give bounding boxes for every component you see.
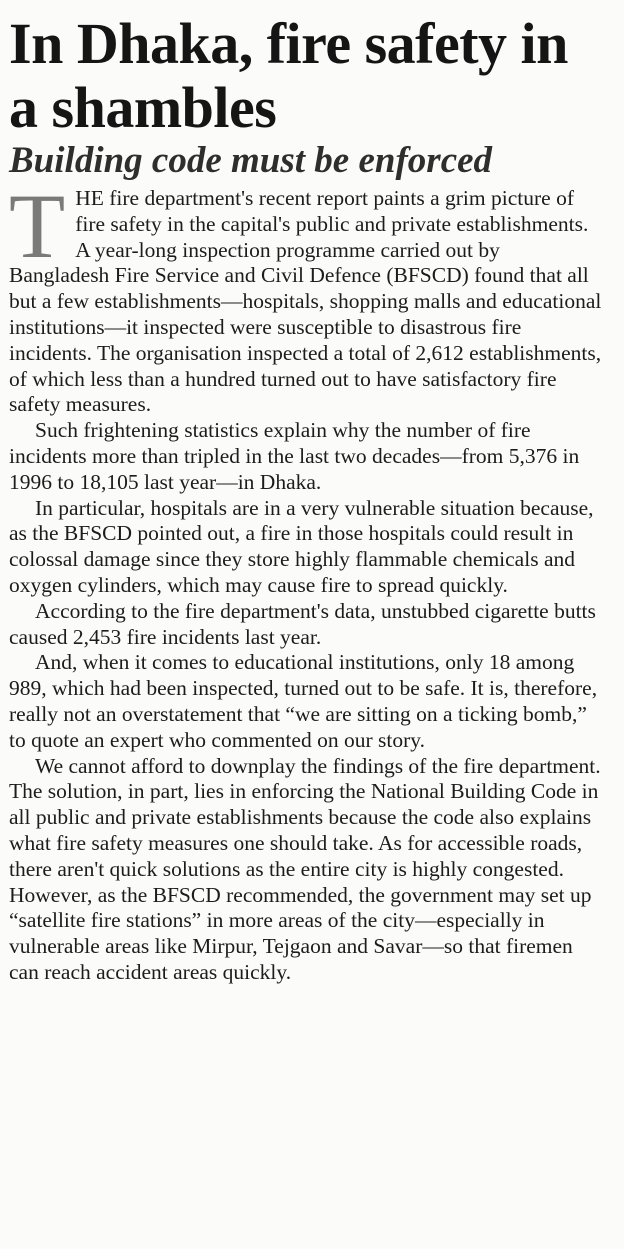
- paragraph-6: We cannot afford to downplay the findings of the fire department. The solution, in part, lies in enforcing the National Building Code in all public and private establishments because the code also explains what fire safety measures one should take. As for accessible roads, there aren't quick solutions as the entire city is highly congested. However, as the BFSCD recommended, the government may set up “satellite fire stations” in more areas of the city—especially in vulnerable areas like Mirpur, Tejgaon and Savar—so that firemen can reach accident areas quickly.: [9, 753, 601, 984]
- paragraph-3: In particular, hospitals are in a very vulnerable situation because, as the BFSCD pointed out, a fire in those hospitals could result in colossal damage since they store highly flammable chemicals and oxygen cylinders, which may cause fire to spread quickly.: [9, 495, 594, 597]
- article-body: [9, 175, 602, 986]
- paragraph-2: Such frightening statistics explain why the number of fire incidents more than tripled in the last two decades—from 5,376 in 1996 to 18,105 last year—in Dhaka.: [9, 418, 580, 494]
- paragraph-5: And, when it comes to educational institutions, only 18 among 989, which had been inspected, turned out to be safe. It is, therefore, really not an overstatement that “we are sitting on a ticking bomb,” to quote an expert who commented on our story.: [9, 650, 598, 752]
- drop-cap: T: [9, 175, 66, 277]
- subheadline: Building code must be enforced: [9, 140, 493, 181]
- paragraph-1: [9, 175, 602, 418]
- headline: In Dhaka, fire safety in a shambles: [9, 11, 568, 140]
- paragraph-4: According to the fire department's data, unstubbed cigarette butts caused 2,453 fire incidents last year.: [9, 598, 596, 649]
- paragraph-1-text: HE fire department's recent report paints a grim picture of fire safety in the capital's public and private establishments. A year-long inspection programme carried out by Bangladesh Fire Service and Civil Defence (BFSCD) found that all but a few establishments—hospitals, shopping malls and educational institutions—it inspected were susceptible to disastrous fire incidents. The organisation inspected a total of 2,612 establishments, of which less than a hundred turned out to have satisfactory fire safety measures.: [9, 186, 602, 417]
